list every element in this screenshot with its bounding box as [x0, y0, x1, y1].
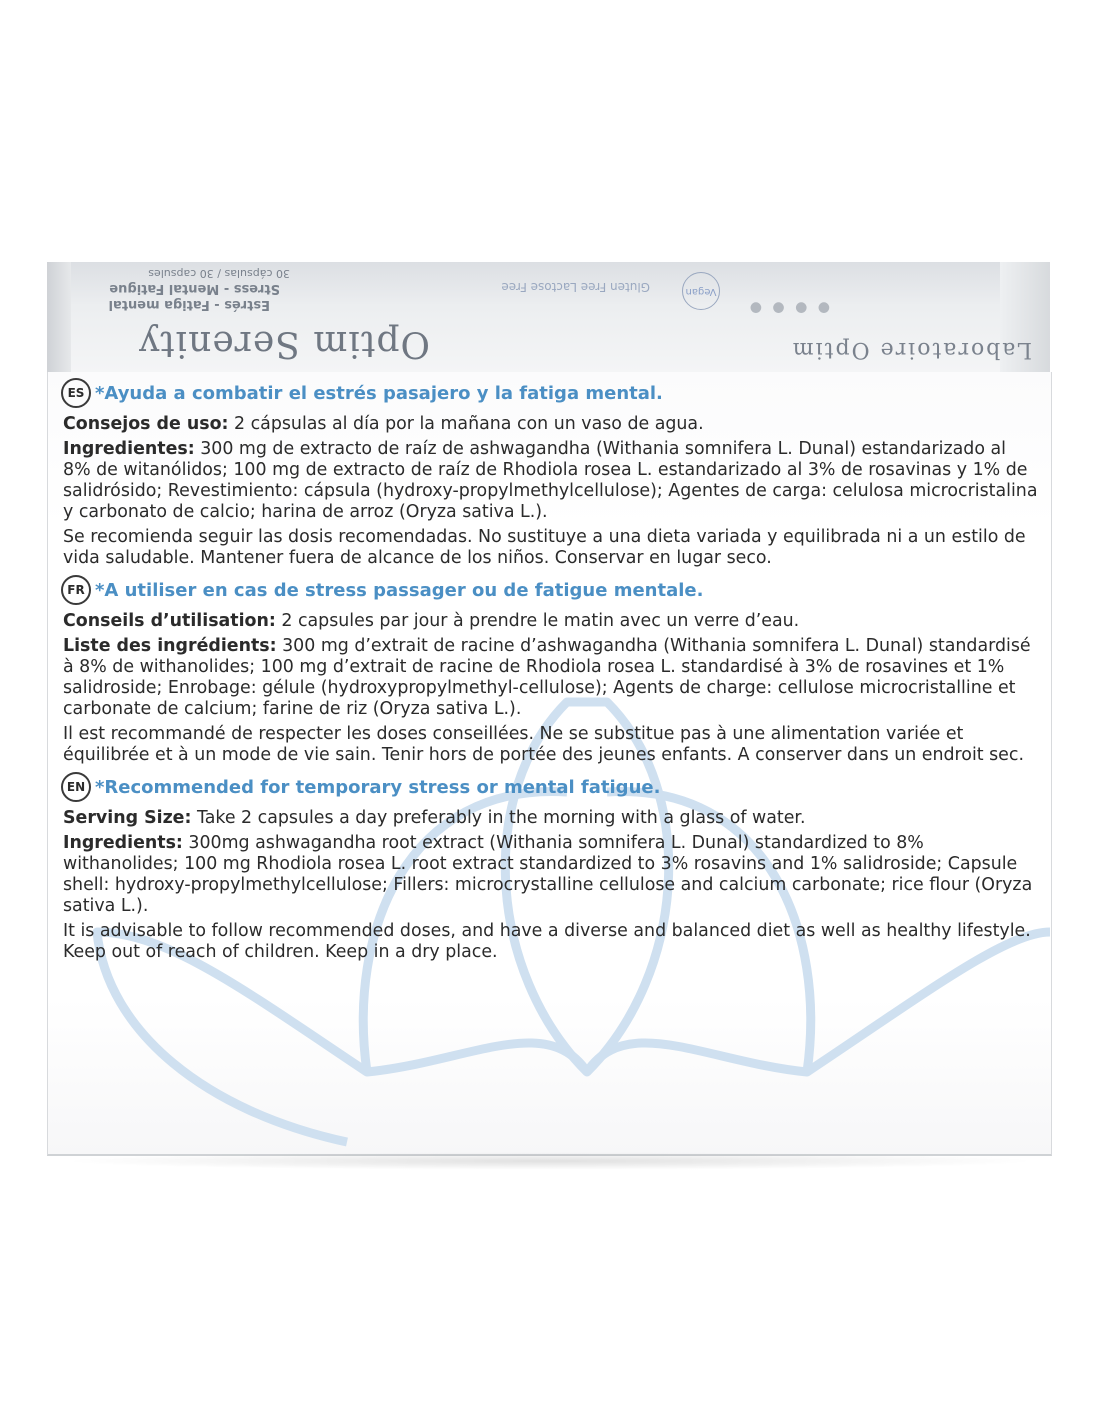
- ingredients-text: 300 mg d’extrait de racine d’ashwagandha (Withania somnifera L. Dunal) standardisé à 8% de withanolides; 100 mg d’extrait de racine de Rhodiola rosea L. standardisé à 3% de rosavines et 1% salidroside; Enrobage: gélule (hydroxypropylmethyl-cellulose); Agents de charge: cellulose microcristalline et carbonate de calcium; farine de riz (Oryza sativa L.).: [63, 636, 1031, 719]
- usage-label: Consejos de uso:: [63, 414, 229, 434]
- language-badge-fr: FR: [61, 575, 91, 605]
- ingredients-text: 300mg ashwagandha root extract (Withania somnifera L. Dunal) standardized to 8% withanolides; 100 mg Rhodiola rosea L. root extract standardized to 3% rosavins and 1% salidroside; Capsule shell: hydroxy-propylmethylcellulose; Fillers: microcrystalline cellulose and calcium carbonate; rice flour (Oryza sativa L.).: [63, 833, 1033, 916]
- headline-text: *A utiliser en cas de stress passager ou de fatigue mentale.: [95, 579, 704, 601]
- section-fr: [63, 575, 1038, 766]
- diet-badges: Gluten Free Lactose Free: [501, 280, 650, 294]
- advice-paragraph: Se recomienda seguir las dosis recomendadas. No sustituye a una dieta variada y equilibrada ni a un estilo de vida saludable. Mantener fuera de alcance de los niños. Conservar en lugar seco.: [63, 527, 1026, 568]
- ingredients-label: Ingredients:: [63, 833, 183, 853]
- language-badge-en: EN: [61, 772, 91, 802]
- ingredients-label: Ingredientes:: [63, 439, 195, 459]
- box-shadow: [60, 1152, 1040, 1170]
- usage-paragraph: [63, 414, 1038, 435]
- headline-text: *Ayuda a combatir el estrés pasajero y la fatiga mental.: [95, 382, 663, 404]
- usage-text: 2 cápsulas al día por la mañana con un vaso de agua.: [228, 414, 704, 434]
- language-badge-es: ES: [61, 378, 91, 408]
- capsule-count: 30 cápsulas / 30 capsules: [148, 267, 290, 280]
- usage-paragraph: [63, 808, 1038, 829]
- section-en: [63, 772, 1038, 963]
- usage-label: Serving Size:: [63, 808, 192, 828]
- section-headline: [61, 772, 1038, 802]
- ingredients-text: 300 mg de extracto de raíz de ashwagandha (Withania somnifera L. Dunal) estandarizado al 8% de witanólidos; 100 mg de extracto de raíz de Rhodiola rosea L. estandarizado al 3% de rosavinas y 1% de salidrósido; Revestimiento: cápsula (hydroxy-propylmethylcellulose); Agentes de carga: celulosa microcristalina y carbonato de calcio; harina de arroz (Oryza sativa L.).: [63, 439, 1038, 522]
- ingredients-paragraph: [63, 833, 1038, 917]
- label-content: [63, 378, 1038, 969]
- usage-text: 2 capsules par jour à prendre le matin avec un verre d’eau.: [275, 611, 800, 631]
- brand-logo: Optim Serenity: [137, 323, 430, 364]
- headline-text: *Recommended for temporary stress or mental fatigue.: [95, 776, 661, 798]
- section-es: [63, 378, 1038, 569]
- dots-decoration-icon: ● ● ● ●: [746, 300, 830, 316]
- subtitle-en: Stress - Mental Fatigue: [109, 281, 280, 296]
- advice-paragraph: Il est recommandé de respecter les doses conseillées. Ne se substitue pas à une alimentation variée et équilibrée et à un mode de vie sain. Tenir hors de portée des jeunes enfants. A conserver dans un endroit sec.: [63, 724, 1024, 765]
- advice-paragraph: It is advisable to follow recommended doses, and have a diverse and balanced diet as well as healthy lifestyle. Keep out of reach of children. Keep in a dry place.: [63, 921, 1031, 962]
- ingredients-paragraph: [63, 439, 1038, 523]
- subtitle-es: Estrés - Fatiga mental: [108, 297, 270, 312]
- ingredients-label: Liste des ingrédients:: [63, 636, 277, 656]
- usage-label: Conseils d’utilisation:: [63, 611, 276, 631]
- laboratory-logo: Laboratoire Optim: [790, 337, 1032, 362]
- section-headline: [61, 575, 1038, 605]
- top-panel-print: [47, 262, 1050, 372]
- section-headline: [61, 378, 1038, 408]
- usage-paragraph: [63, 611, 1038, 632]
- usage-text: Take 2 capsules a day preferably in the morning with a glass of water.: [191, 808, 806, 828]
- vegan-badge-icon: Vegan: [682, 272, 720, 310]
- ingredients-paragraph: [63, 636, 1038, 720]
